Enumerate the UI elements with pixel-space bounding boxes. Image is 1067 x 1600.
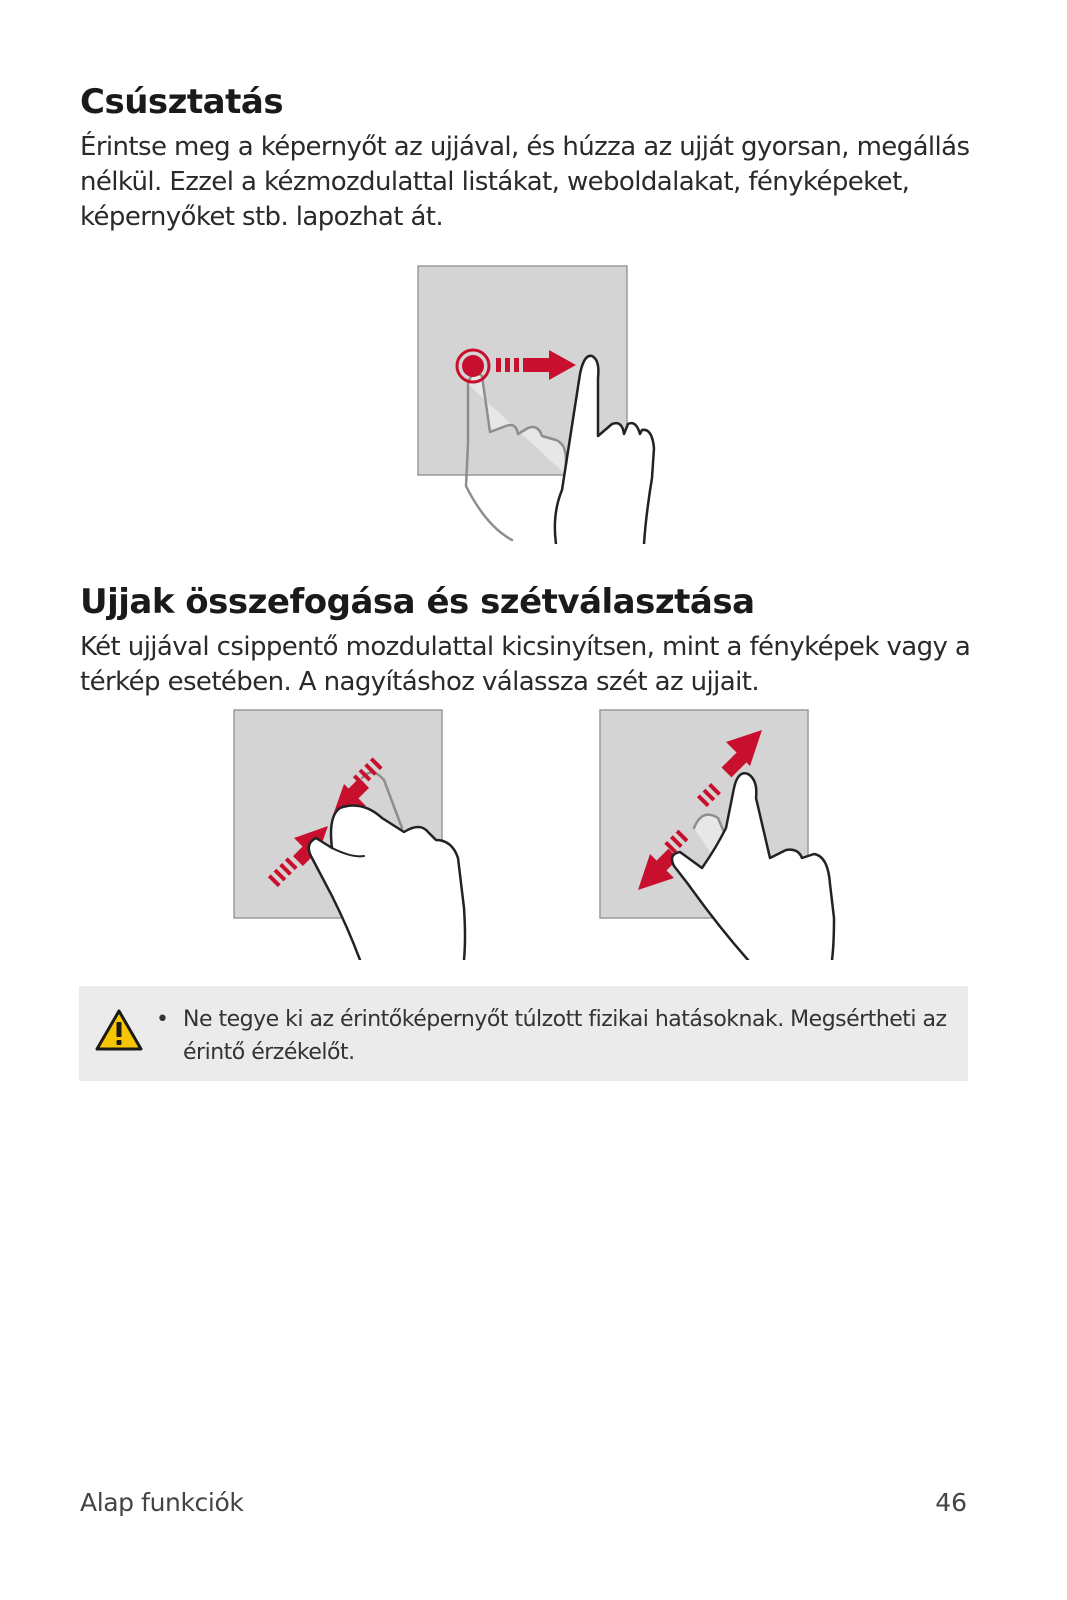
pinch-in-gesture-illustration bbox=[232, 708, 478, 960]
section-title-swipe: Csúsztatás bbox=[80, 82, 284, 122]
section-title-pinch: Ujjak összefogása és szétválasztása bbox=[80, 582, 755, 622]
footer-page-number: 46 bbox=[935, 1488, 967, 1517]
swipe-gesture-illustration bbox=[416, 264, 662, 544]
bullet-marker: • bbox=[156, 1007, 169, 1032]
warning-triangle-icon bbox=[95, 1008, 143, 1052]
section-body-pinch: Két ujjával csippentő mozdulattal kicsinyítsen, mint a fényképek vagy a térkép esetében. A nagyításhoz válassza szét az ujjait. bbox=[80, 632, 971, 697]
caution-text: Ne tegye ki az érintőképernyőt túlzott fizikai hatásoknak. Megsértheti az érintő érzékelőt. bbox=[183, 1007, 947, 1065]
pinch-out-gesture-illustration bbox=[598, 708, 844, 960]
section-body-swipe: Érintse meg a képernyőt az ujjával, és húzza az ujját gyorsan, megállás nélkül. Ezzel a kézmozdulattal listákat, weboldalakat, fényképeket, képernyőket stb. lapozhat át. bbox=[80, 132, 970, 232]
footer-section-name: Alap funkciók bbox=[80, 1488, 244, 1517]
caution-box bbox=[79, 986, 968, 1081]
